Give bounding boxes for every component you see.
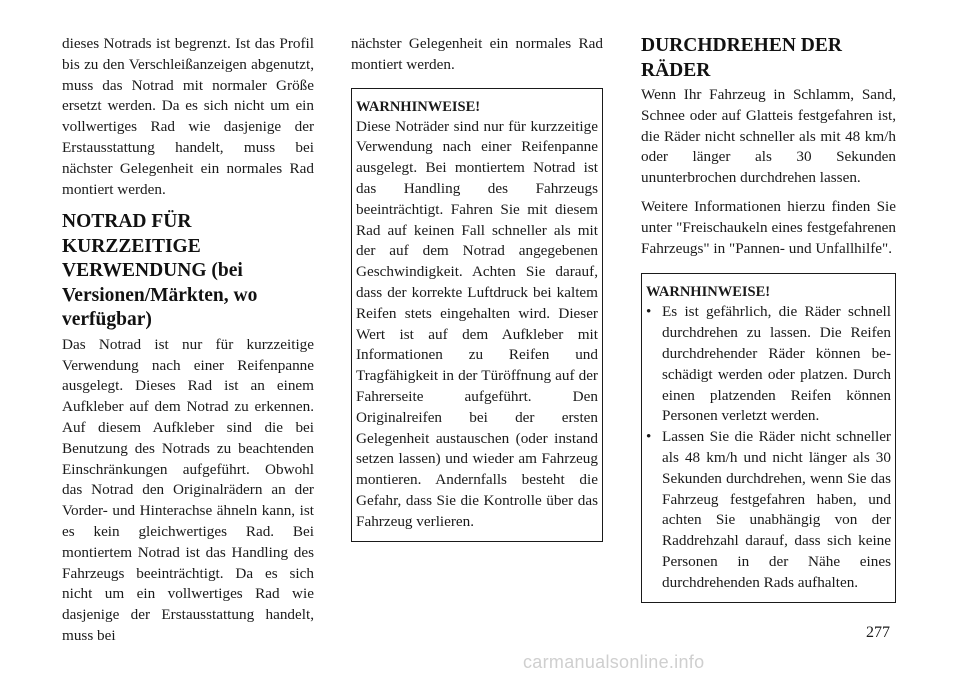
column-left bbox=[62, 34, 314, 647]
section-heading-durchdrehen: DURCHDREHEN DER RÄDER bbox=[641, 35, 842, 81]
section-heading-notrad: NOTRAD FÜR KURZZEITIGE VERWENDUNG (bei Versionen/Märkten, wo verfügbar) bbox=[62, 211, 258, 331]
warning-list-item: • Es ist gefährlich, die Räder schnell durchdrehen zu lassen. Die Reifen durchdrehender Räder können beschädigt werden oder platzen. Durch einen platzenden Reifen können Personen verletzt werden. bbox=[646, 302, 891, 427]
column-middle bbox=[351, 34, 603, 542]
continuation-paragraph: nächster Gelegenheit ein normales Rad montiert werden. bbox=[351, 35, 603, 73]
intro-paragraph: dieses Notrads ist begrenzt. Ist das Profil bis zu den Verschleißanzeigen abgenutzt, muss das Notrad mit normaler Größe ersetzt werden. Da es sich nicht um ein vollwertiges Rad wie dasjenige der Erstausstattung handelt, muss bei nächster Gelegenheit ein normales Rad montiert werden. bbox=[62, 35, 314, 198]
warning-box-notrad bbox=[351, 88, 603, 542]
reference-paragraph: Weitere Informationen hierzu finden Sie unter "Freischaukeln eines festgefahrenen Fahrzeugs" in "Pannen- und Unfallhilfe". bbox=[641, 197, 896, 257]
warning-title: WARNHINWEISE! bbox=[646, 284, 771, 301]
notrad-paragraph: Das Notrad ist nur für kurzzeitige Verwendung nach einer Reifenpanne ausgelegt. Dieses Rad ist an einem Aufkleber auf dem Notrad zu erkennen. Auf diesem Aufkleber sind die bei Benutzung des Notrads zu beachtenden Einschränkungen aufgeführt. Obwohl das Notrad den Originalrädern an der Vorder- und Hinterachse ähneln kann, ist es kein gleichwertiges Rad. Bei montiertem Notrad ist das Handling des Fahrzeugs beeinträchtigt. Da es sich nicht um ein vollwertiges Rad wie dasjenige der Erstausstattung handelt, muss bei bbox=[62, 335, 314, 645]
watermark: carmanualsonline.info bbox=[523, 652, 705, 672]
warning-list-item: • Lassen Sie die Räder nicht schneller als 48 km/h und nicht länger als 30 Sekunden durchdrehen, wenn Sie das Fahrzeug festgefahren haben, und achten Sie unabhängig von der Raddrehzahl darauf, dass sich keine Personen in der Nähe eines durchdrehenden Rads aufhalten. bbox=[646, 427, 891, 593]
page-number: 277 bbox=[866, 624, 890, 641]
warning-text: Diese Noträder sind nur für kurzzeitige Verwendung nach einer Reifenpanne ausgelegt. Bei montiertem Notrad ist das Handling des Fahrzeugs beeinträchtigt. Fahren Sie mit diesem Rad auf keinen Fall schneller als mit der auf dem Notrad angegebenen Geschwindigkeit. Achten Sie darauf, dass der korrekte Luftdruck bei kaltem Reifen stets eingehalten wird. Dieser Wert ist auf dem Aufkleber mit Informationen zu Reifen und Tragfähigkeit in der Türöffnung auf der Fahrerseite aufgeführt. Den Originalreifen bei der ersten Gelegenheit austauschen (oder instand setzen lassen) und wieder am Fahrzeug montieren. Andernfalls besteht die Gefahr, dass Sie die Kontrolle über das Fahrzeug verlieren. bbox=[356, 117, 598, 530]
column-right bbox=[641, 34, 896, 603]
warning-list bbox=[646, 302, 891, 593]
warning-box-durchdrehen bbox=[641, 273, 896, 602]
warning-title: WARNHINWEISE! bbox=[356, 98, 481, 115]
durchdrehen-paragraph: Wenn Ihr Fahrzeug in Schlamm, Sand, Schnee oder auf Glatteis festgefahren ist, die Räder nicht schneller als mit 48 km/h oder länger als 30 Sekunden ununterbrochen durchdrehen lassen. bbox=[641, 86, 896, 187]
